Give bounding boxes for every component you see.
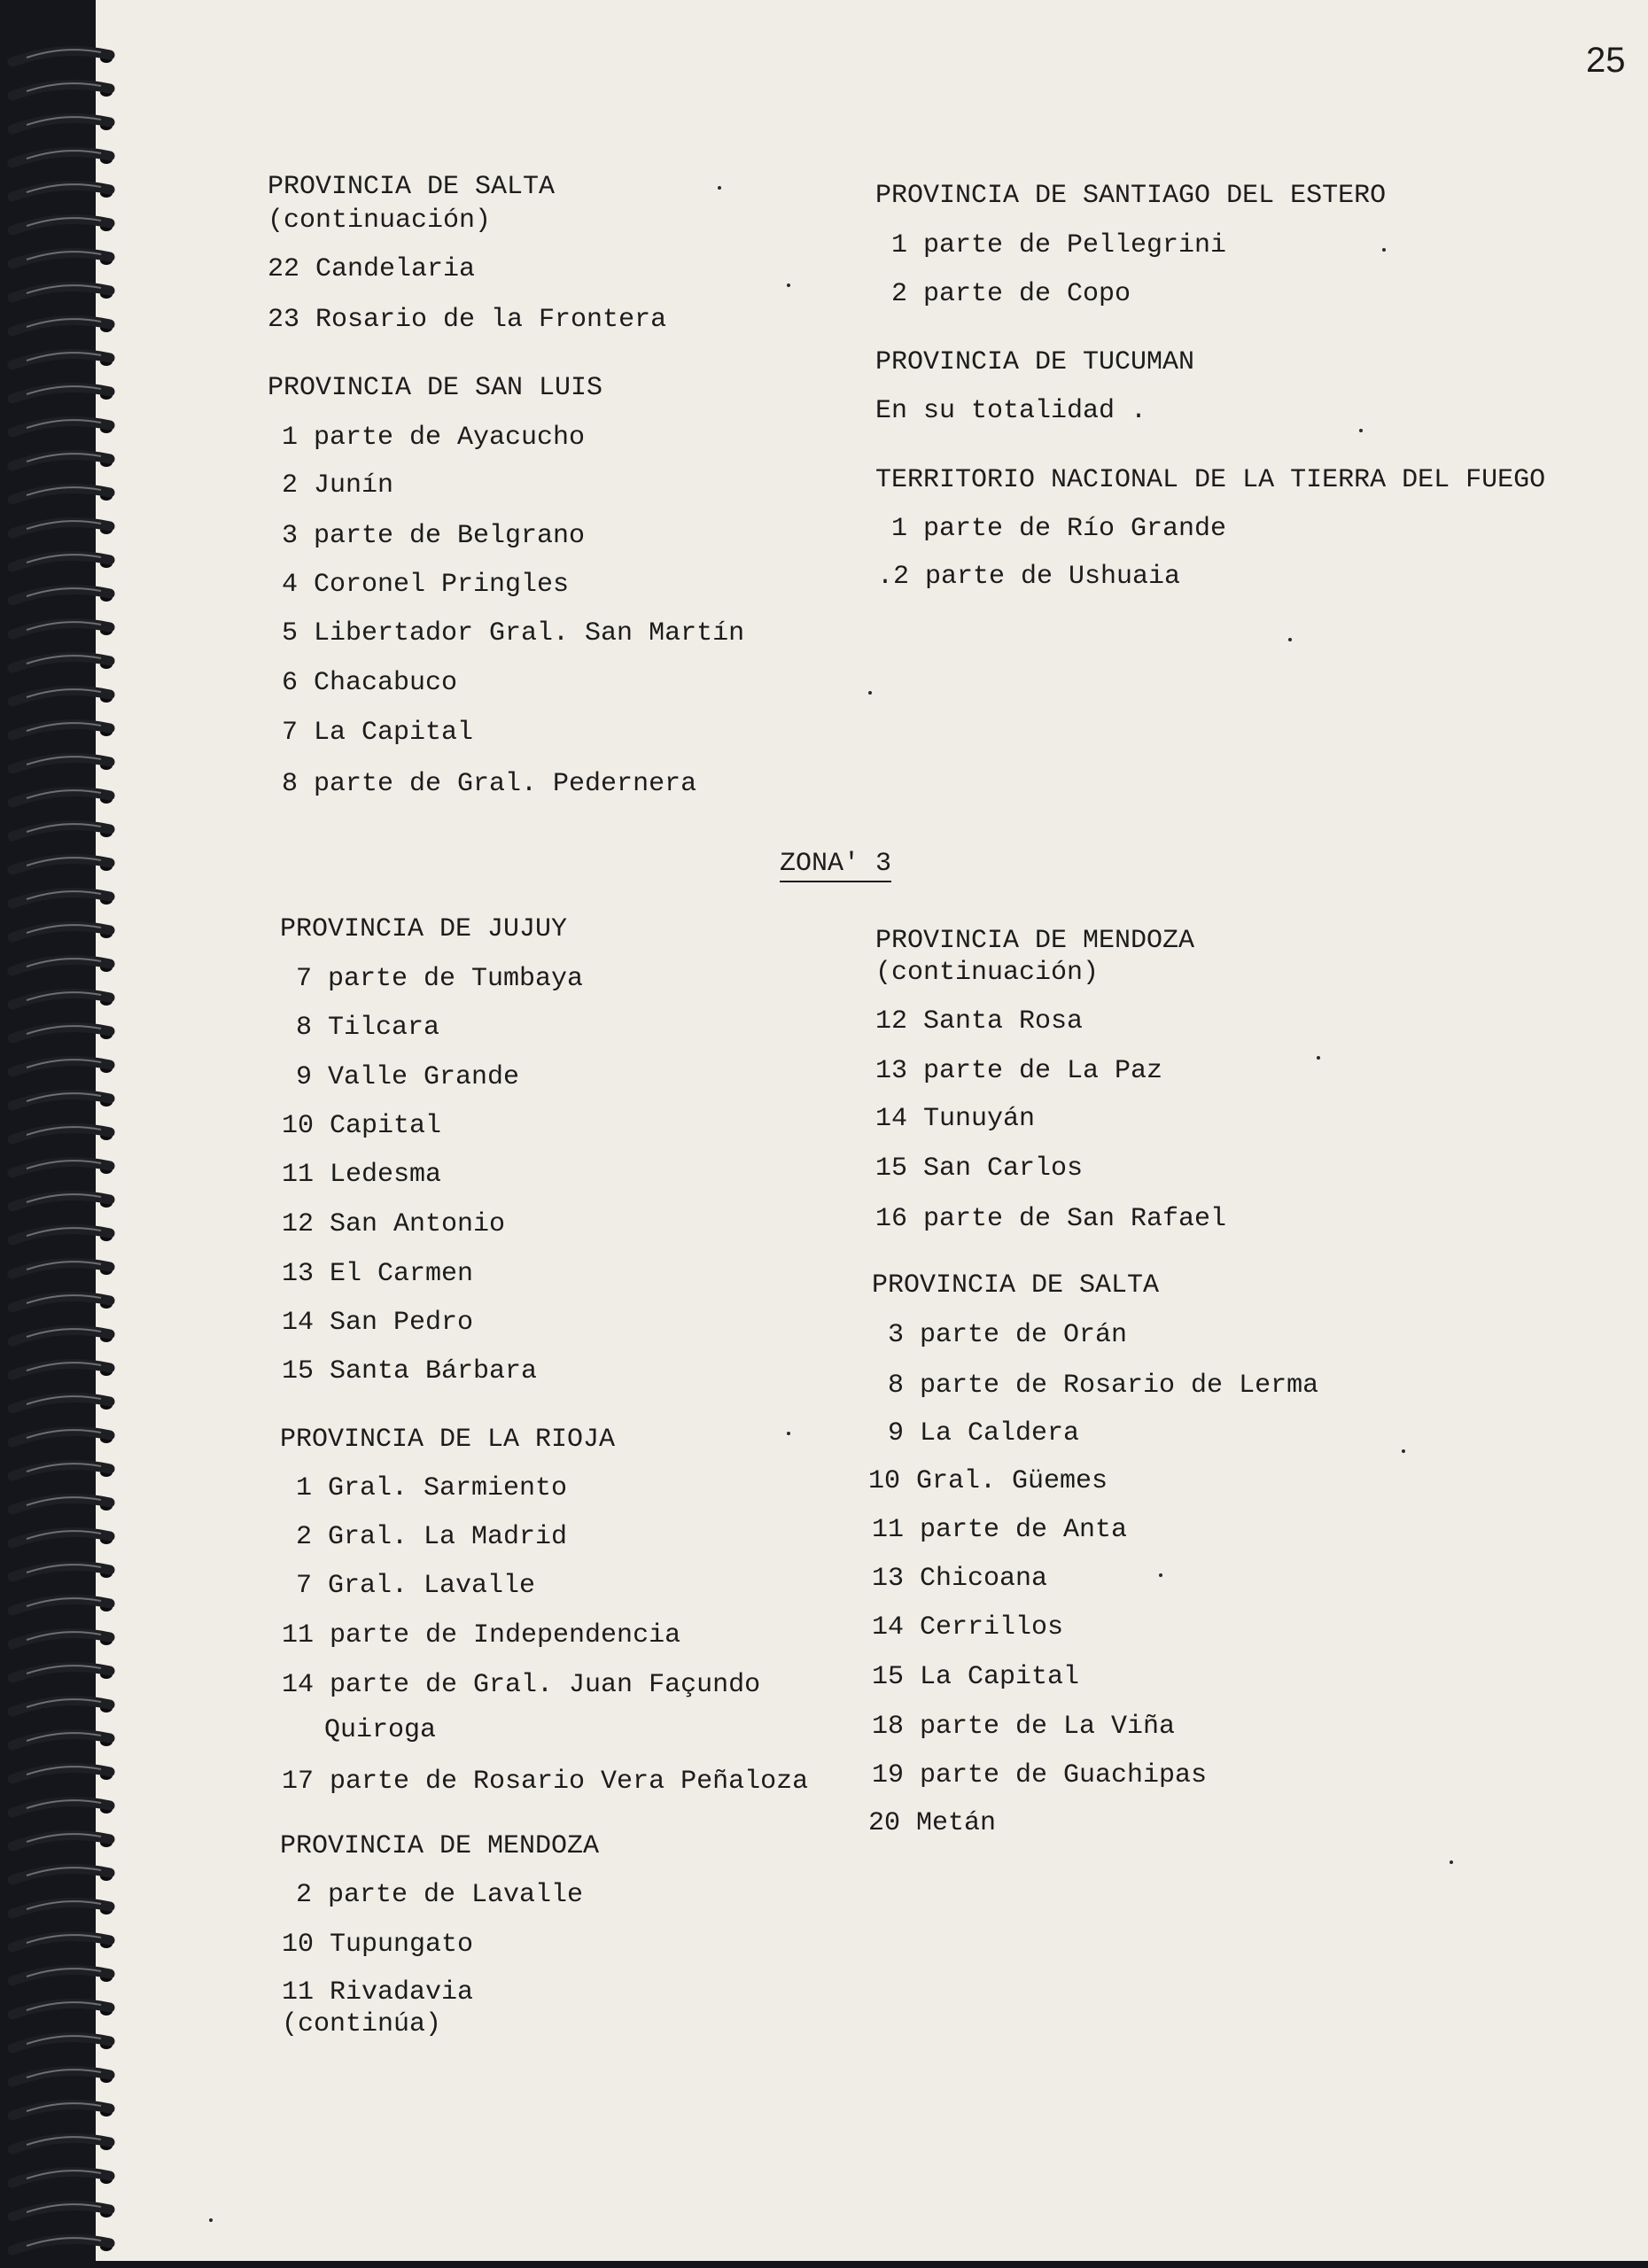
list-item: 11 Rivadavia [282,1977,474,2008]
spiral-coil [12,656,113,669]
spiral-coil [12,151,113,164]
spiral-coil [12,184,113,198]
list-item: 2 parte de Lavalle [296,1880,584,1910]
list-item: 2 Junín [282,470,394,501]
list-item: 15 San Carlos [875,1153,1084,1184]
spiral-coil [12,2171,113,2184]
paper-speck [1402,1449,1405,1453]
list-item: 20 Metán [868,1808,997,1838]
spiral-coil [12,252,113,265]
list-item-continuation: Quiroga [324,1715,437,1745]
spiral-coil [12,2238,113,2251]
spiral-coil [12,1228,113,1241]
province-heading: PROVINCIA DE MENDOZA [875,926,1195,956]
spiral-coil [12,521,113,534]
list-item: 14 San Pedro [282,1308,474,1338]
list-item: 6 Chacabuco [282,668,458,698]
spiral-coil [12,1733,113,1746]
list-item: 9 Valle Grande [296,1062,520,1092]
list-item: 22 Candelaria [268,254,476,284]
list-item: 11 parte de Independencia [282,1620,681,1651]
province-heading: PROVINCIA DE TUCUMAN [875,347,1195,377]
paper-speck [1382,248,1386,252]
province-heading: PROVINCIA DE SALTA [268,172,556,202]
spiral-binding [0,0,124,2268]
spiral-coil [12,1598,113,1612]
list-item: 16 parte de San Rafael [875,1204,1227,1234]
list-item: 1 Gral. Sarmiento [296,1473,568,1503]
spiral-coil [12,2103,113,2117]
spiral-coil [12,117,113,130]
list-item: 1 parte de Ayacucho [282,423,586,453]
spiral-coil [12,1935,113,1948]
list-item: 10 Gral. Güemes [868,1466,1108,1496]
spiral-coil [12,1800,113,1814]
list-item: 5 Libertador Gral. San Martín [282,618,745,649]
spiral-coil [12,2137,113,2150]
spiral-coil [12,1901,113,1915]
spiral-coil [12,1497,113,1511]
spiral-coil [12,1194,113,1208]
list-item: 1 parte de Pellegrini [891,230,1227,260]
province-heading: PROVINCIA DE SAN LUIS [268,373,603,403]
spiral-coil [12,1632,113,1645]
spiral-coil [12,1969,113,1982]
list-item: 4 Coronel Pringles [282,570,570,600]
list-item: 14 Tunuyán [875,1104,1036,1134]
province-heading: PROVINCIA DE SANTIAGO DEL ESTERO [875,181,1387,211]
continuation-note: (continuación) [875,958,1100,988]
province-heading: PROVINCIA DE MENDOZA [280,1831,600,1861]
spiral-coil [12,454,113,467]
spiral-coil [12,588,113,602]
spiral-coil [12,959,113,972]
province-heading: PROVINCIA DE SALTA [872,1270,1160,1301]
list-item: 9 La Caldera [888,1418,1080,1449]
spiral-coil [12,1531,113,1544]
spiral-coil [12,2204,113,2218]
page-number: 25 [1586,41,1626,80]
spiral-coil [12,1295,113,1309]
spiral-coil [12,1699,113,1713]
list-item: 12 San Antonio [282,1209,506,1239]
spiral-coil [12,50,113,63]
spiral-coil [12,285,113,299]
spiral-coil [12,622,113,635]
list-item: 15 Santa Bárbara [282,1356,538,1386]
spiral-coil [12,1093,113,1107]
spiral-coil [12,858,113,871]
list-item: 8 Tilcara [296,1013,440,1043]
list-item: 10 Capital [282,1111,442,1141]
spiral-coil [12,1363,113,1376]
list-item: 8 parte de Gral. Pedernera [282,769,697,799]
list-item: 3 parte de Belgrano [282,521,586,551]
spiral-coil [12,420,113,433]
spiral-coil [12,487,113,501]
paper-speck [868,691,872,695]
territory-heading: TERRITORIO NACIONAL DE LA TIERRA DEL FUEGO [875,465,1546,495]
list-item: 1 parte de Río Grande [891,514,1227,544]
list-item: 13 El Carmen [282,1259,474,1289]
paper-speck [1288,638,1292,641]
spiral-coil [12,353,113,366]
paper-speck [787,284,790,287]
spiral-coil [12,757,113,770]
list-item: 11 parte de Anta [872,1515,1128,1545]
list-item: 13 Chicoana [872,1564,1048,1594]
paper-speck [1359,429,1363,432]
spiral-coil [12,1026,113,1039]
spiral-coil [12,689,113,703]
list-item: 15 La Capital [872,1662,1080,1692]
list-item: 2 Gral. La Madrid [296,1522,568,1552]
zone-heading: ZONA' 3 [780,849,891,882]
list-item: 8 parte de Rosario de Lerma [888,1371,1319,1401]
list-item: 14 Cerrillos [872,1612,1064,1643]
list-item: 10 Tupungato [282,1930,474,1960]
spiral-coil [12,1834,113,1847]
province-heading: PROVINCIA DE JUJUY [280,914,568,944]
spiral-coil [12,83,113,97]
spiral-coil [12,2002,113,2016]
spiral-coil [12,1666,113,1679]
spiral-coil [12,1430,113,1443]
continuation-note: (continúa) [282,2009,442,2039]
spiral-coil [12,1161,113,1174]
paper-speck [718,186,721,190]
spiral-coil [12,2036,113,2049]
spiral-coil [12,790,113,804]
list-item: 17 parte de Rosario Vera Peñaloza [282,1767,809,1797]
spiral-coil [12,2070,113,2083]
spiral-coil [12,218,113,231]
paper-speck [787,1432,790,1435]
spiral-coil [12,1060,113,1073]
spiral-coil [12,925,113,938]
list-item: 7 La Capital [282,718,474,748]
paper-speck [209,2218,213,2222]
spiral-coil [12,386,113,400]
spiral-coil [12,824,113,837]
spiral-coil [12,1868,113,1881]
spiral-coil [12,1329,113,1342]
spiral-coil [12,555,113,568]
spiral-coil [12,1396,113,1410]
paper-speck [1317,1056,1320,1060]
list-item: 2 parte de Copo [891,279,1131,309]
list-item: .2 parte de Ushuaia [877,562,1181,592]
spiral-coil [12,1262,113,1275]
spiral-coil [12,1565,113,1578]
continuation-note: (continuación) [268,206,492,236]
spiral-coil [12,723,113,736]
paper-speck [1450,1860,1453,1864]
list-item: 19 parte de Guachipas [872,1760,1208,1790]
list-item: 12 Santa Rosa [875,1006,1084,1037]
spiral-coil [12,891,113,905]
spiral-coil [12,1127,113,1140]
list-item: 13 parte de La Paz [875,1056,1163,1086]
spiral-coil [12,1767,113,1780]
spiral-coil [12,319,113,332]
list-item: En su totalidad . [875,396,1147,426]
province-heading: PROVINCIA DE LA RIOJA [280,1425,616,1455]
list-item: 7 Gral. Lavalle [296,1571,536,1601]
spiral-coil [12,992,113,1006]
paper-speck [1159,1573,1162,1577]
list-item: 18 parte de La Viña [872,1712,1176,1742]
list-item: 11 Ledesma [282,1160,442,1190]
list-item: 7 parte de Tumbaya [296,964,584,994]
spiral-coil [12,1464,113,1477]
list-item: 3 parte de Orán [888,1320,1128,1350]
list-item: 23 Rosario de la Frontera [268,305,667,335]
list-item: 14 parte de Gral. Juan Façundo [282,1670,761,1700]
